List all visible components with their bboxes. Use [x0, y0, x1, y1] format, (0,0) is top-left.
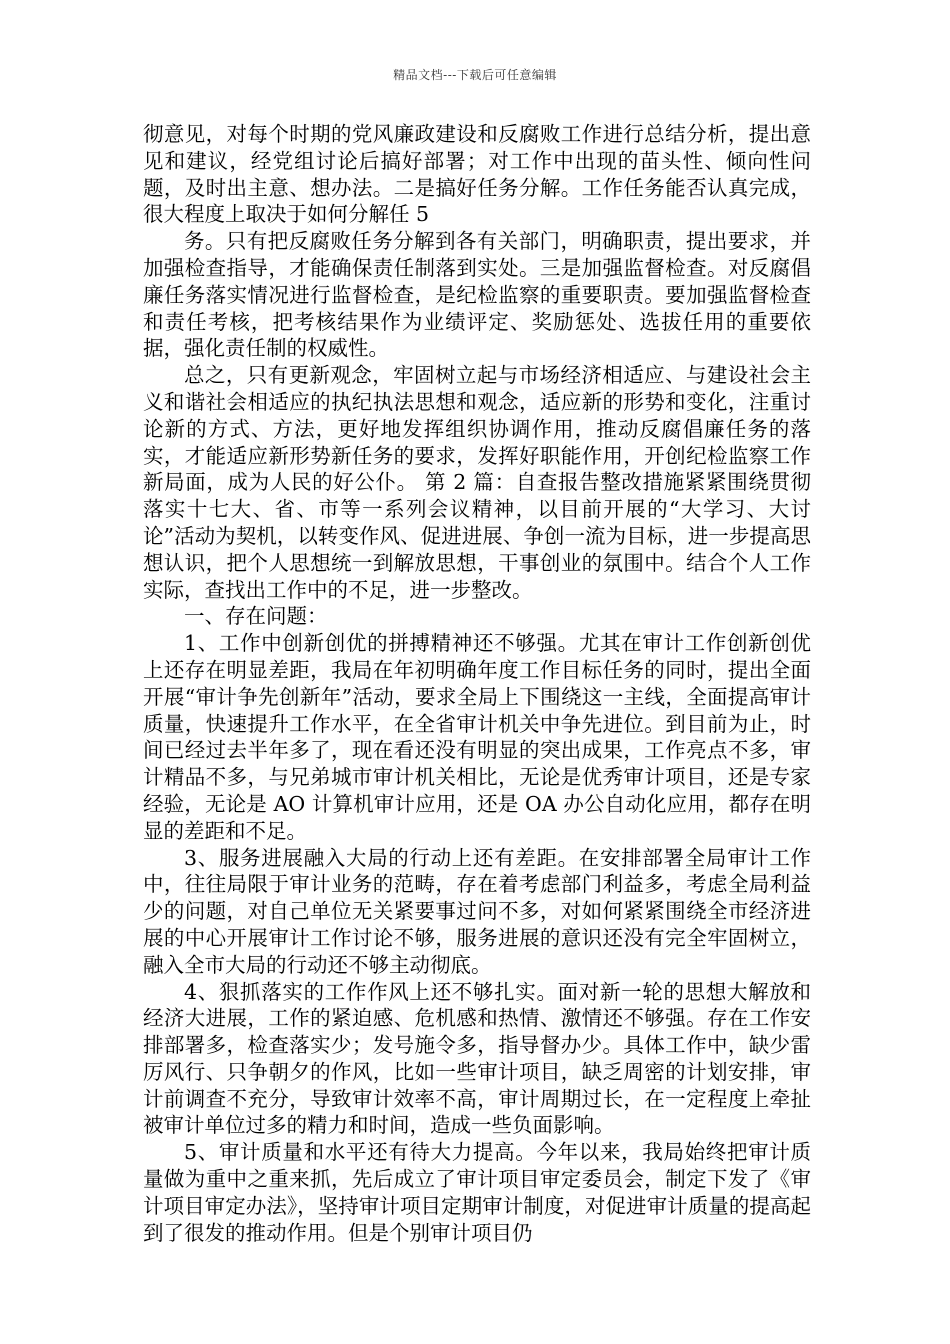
paragraph: 4、狠抓落实的工作作风上还不够扎实。面对新一轮的思想大解放和经济大进展，工作的紧迫感、危机感和热情、激情还不够强。存在工作安排部署多，检查落实少；发号施令多，指导督办少。具体工作中，缺少雷厉风行、只争朝夕的作风，比如一些审计项目，缺乏周密的计划安排，审计前调查不充分，导致审计效率不高，审计周期过长，在一定程度上牵扯被审计单位过多的精力和时间，造成一些负面影响。 — [143, 979, 811, 1138]
paragraph: 1、工作中创新创优的拼搏精神还不够强。尤其在审计工作创新创优上还存在明显差距，我局在年初明确年度工作目标任务的同时，提出全面开展“审计争先创新年”活动，要求全局上下围绕这一主线，全面提高审计质量，快速提升工作水平，在全省审计机关中争先进位。到目前为止，时间已经过去半年多了，现在看还没有明显的突出成果，工作亮点不多，审计精品不多，与兄弟城市审计机关相比，无论是优秀审计项目，还是专家经验，无论是 AO 计算机审计应用，还是 OA 办公自动化应用，都存在明显的差距和不足。 — [143, 631, 811, 843]
paragraph: 总之，只有更新观念，牢固树立起与市场经济相适应、与建设社会主义和谐社会相适应的执纪执法思想和观念，适应新的形势和变化，注重讨论新的方式、方法，更好地发挥组织协调作用，推动反腐倡廉任务的落实，才能适应新形势新任务的要求，发挥好职能作用，开创纪检监察工作新局面，成为人民的好公仆。 第 2 篇：自查报告整改措施紧紧围绕贯彻落实十七大、省、市等一系列会议精神，以目前开展的“大学习、大讨论”活动为契机，以转变作风、促进进展、争创一流为目标，进一步提高思想认识，把个人思想统一到解放思想，干事创业的氛围中。结合个人工作实际，查找出工作中的不足，进一步整改。 — [143, 363, 811, 602]
paragraph: 彻意见，对每个时期的党风廉政建设和反腐败工作进行总结分析，提出意见和建议，经党组讨论后搞好部署；对工作中出现的苗头性、倾向性问题，及时出主意、想办法。二是搞好任务分解。工作任务能否认真完成，很大程度上取决于如何分解任 5 — [143, 122, 811, 227]
paragraph: 务。只有把反腐败任务分解到各有关部门，明确职责，提出要求，并加强检查指导，才能确保责任制落到实处。三是加强监督检查。对反腐倡廉任务落实情况进行监督检查，是纪检监察的重要职责。要加强监督检查和责任考核，把考核结果作为业绩评定、奖励惩处、选拔任用的重要依据，强化责任制的权威性。 — [143, 229, 811, 361]
page-header: 精品文档---下载后可任意编辑 — [393, 68, 557, 82]
paragraph: 5、审计质量和水平还有待大力提高。今年以来，我局始终把审计质量做为重中之重来抓，先后成立了审计项目审定委员会，制定下发了《审计项目审定办法》，坚持审计项目定期审计制度，对促进审计质量的提高起到了很发的推动作用。但是个别审计项目仍 — [143, 1140, 811, 1245]
document-body — [143, 121, 811, 1246]
paragraph: 3、服务进展融入大局的行动上还有差距。在安排部署全局审计工作中，往往局限于审计业务的范畴，存在着考虑部门利益多，考虑全局利益少的问题，对自己单位无关紧要事过问不多，对如何紧紧围绕全市经济进展的中心开展审计工作讨论不够，服务进展的意识还没有完全牢固树立，融入全市大局的行动还不够主动彻底。 — [143, 845, 811, 977]
section-heading: 一、存在问题： — [184, 604, 328, 629]
